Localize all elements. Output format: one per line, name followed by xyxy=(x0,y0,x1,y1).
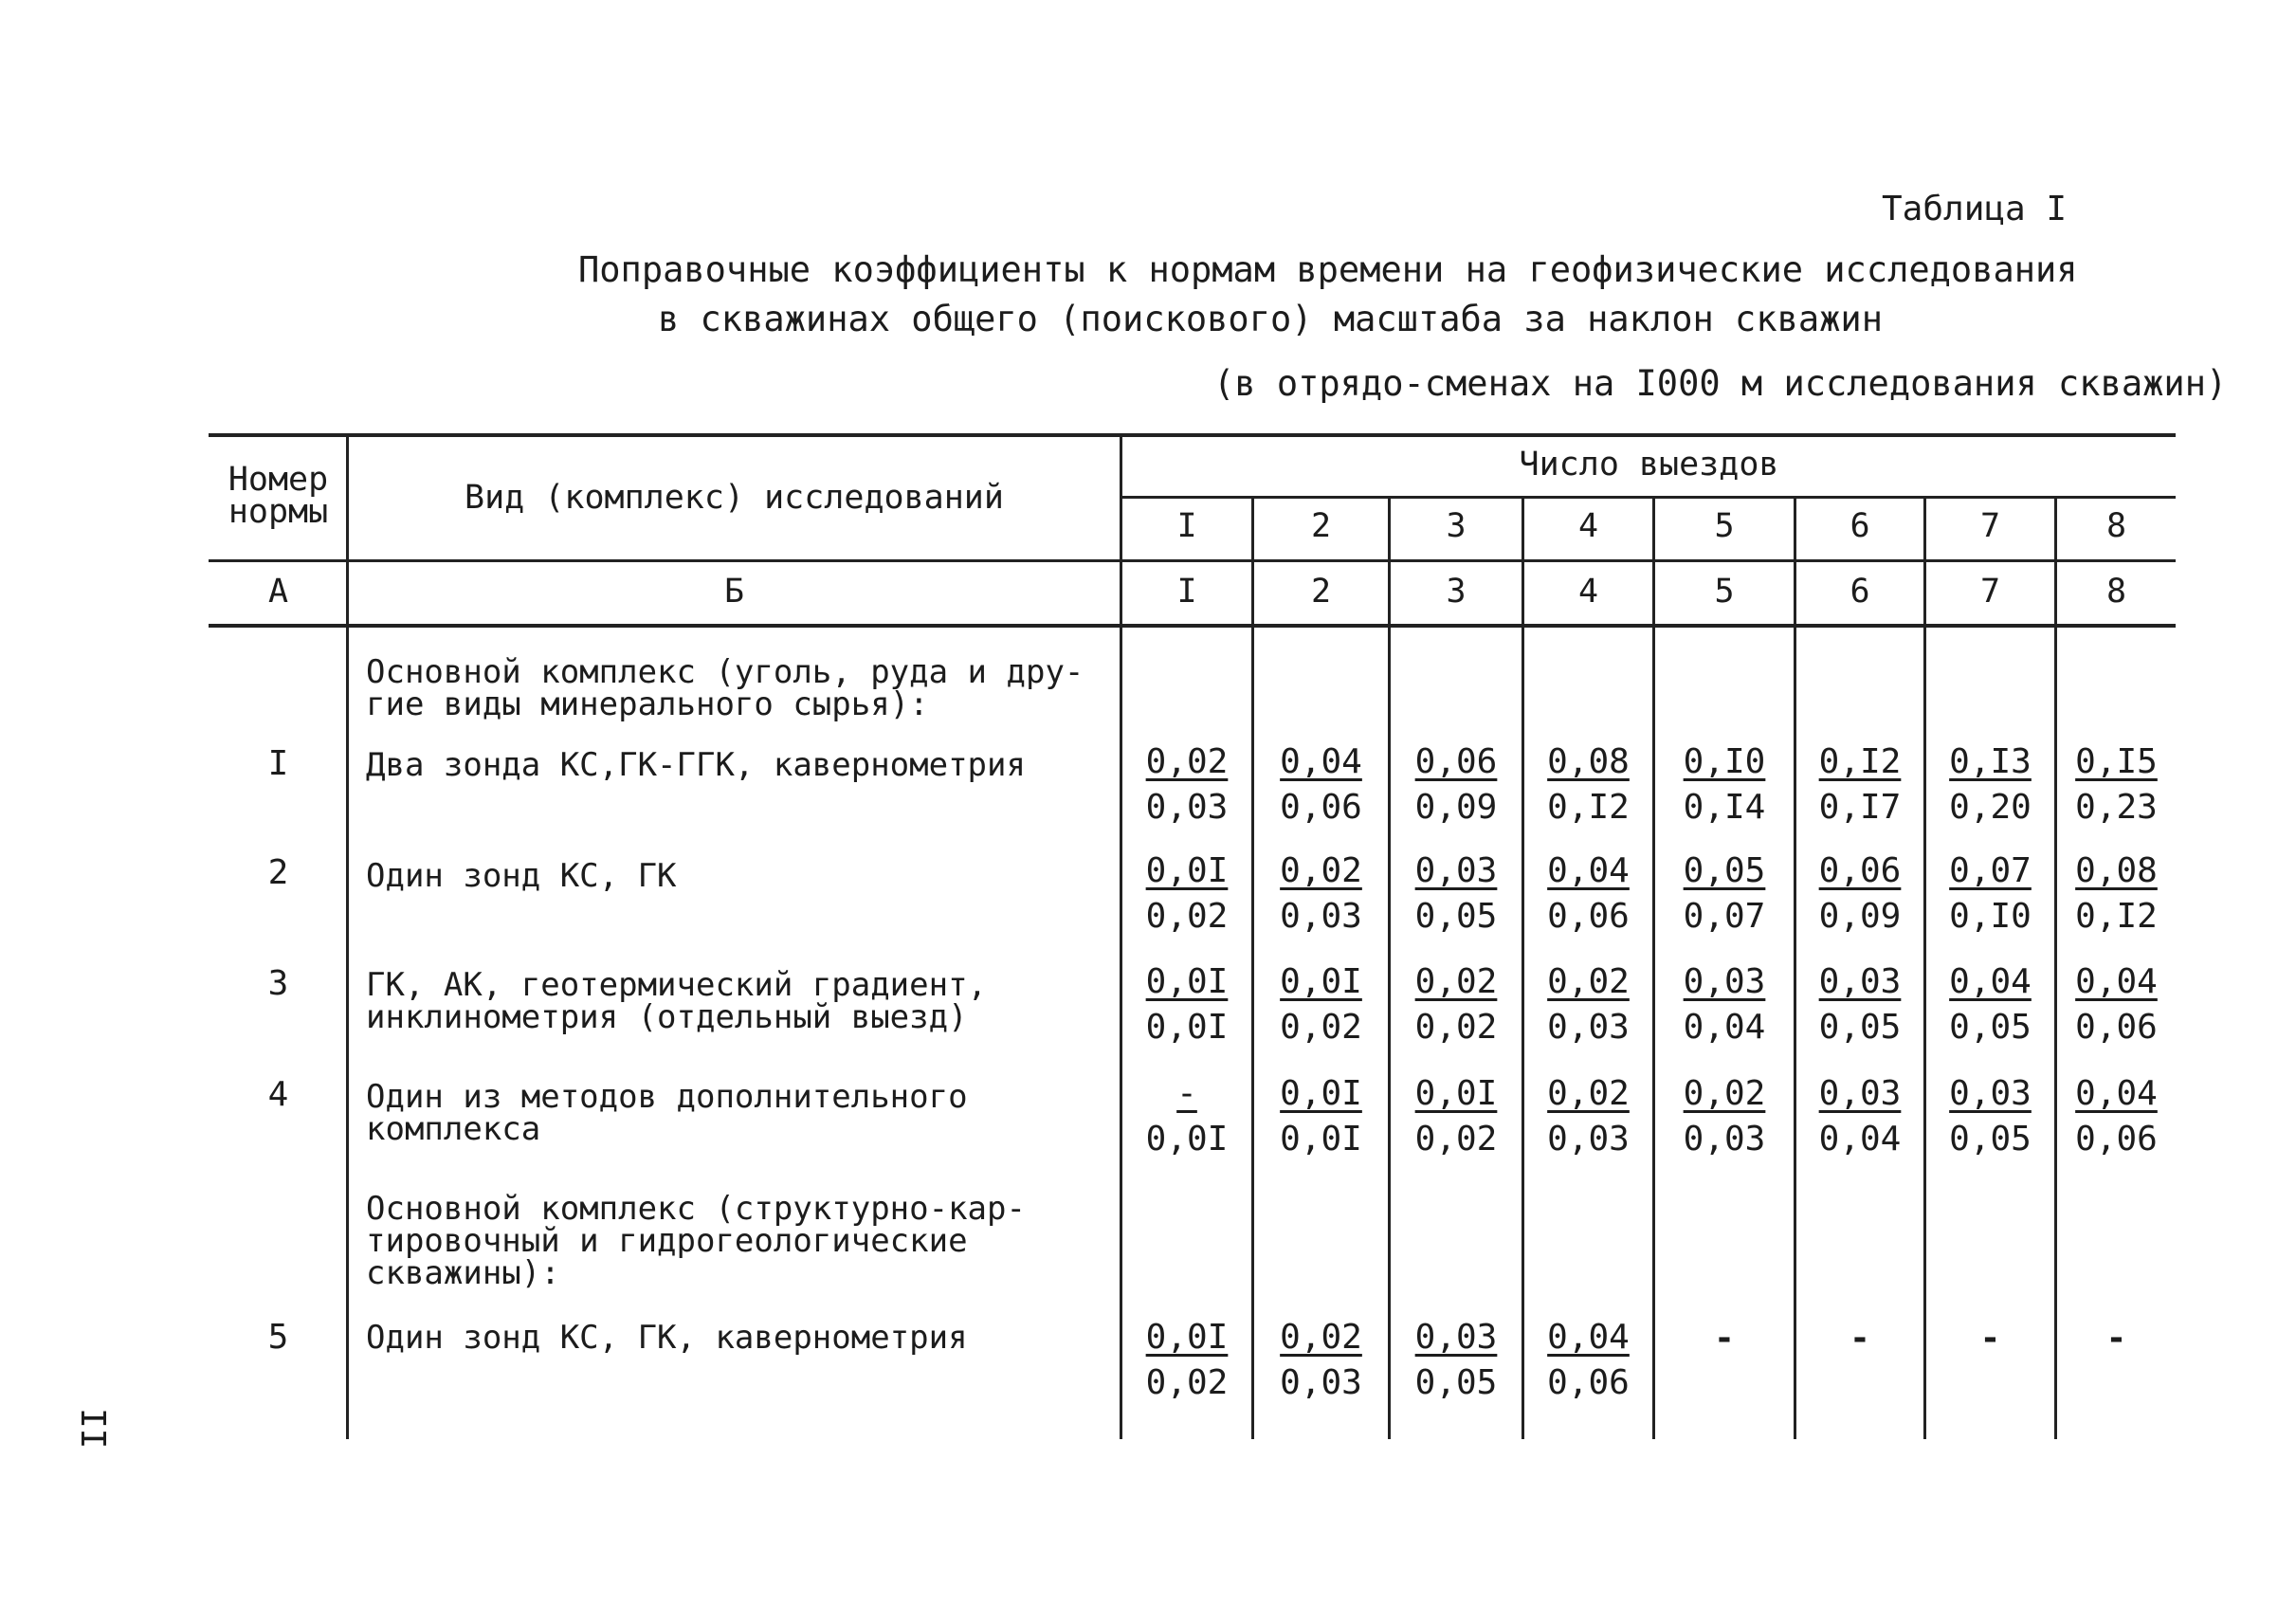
value-numerator: 0,I5 xyxy=(2075,742,2158,781)
value-numerator: 0,I3 xyxy=(1949,742,2032,781)
value-cell xyxy=(1796,1071,1923,1162)
value-cell xyxy=(1254,1315,1388,1406)
value-denominator: 0,06 xyxy=(1280,788,1362,827)
value-cell xyxy=(1926,959,2054,1050)
trip-col-1: I xyxy=(1176,507,1197,545)
value-denominator: 0,05 xyxy=(1949,1008,2032,1047)
value-denominator: 0,23 xyxy=(2075,788,2158,827)
value-cell xyxy=(1524,959,1652,1050)
value-cell xyxy=(2057,739,2176,830)
value-denominator: 0,09 xyxy=(1818,897,1902,936)
index-col-1: I xyxy=(1176,573,1197,611)
value-denominator: 0,05 xyxy=(1818,1008,1902,1047)
index-a: А xyxy=(267,573,289,611)
section-title-line: гие виды минерального сырья): xyxy=(366,685,929,723)
value-cell xyxy=(1122,848,1251,940)
table-top-rule xyxy=(209,433,2176,437)
value-numerator: 0,04 xyxy=(1547,1318,1630,1357)
section-title-line: Основной комплекс (структурно-кар- xyxy=(366,1190,1026,1228)
value-cell xyxy=(1391,739,1522,830)
value-numerator: 0,08 xyxy=(2075,851,2158,890)
value-denominator: 0,02 xyxy=(1145,897,1229,936)
value-numerator: 0,05 xyxy=(1683,851,1766,890)
value-cell xyxy=(1655,1071,1794,1162)
trip-col-4: 4 xyxy=(1577,507,1599,545)
value-cell xyxy=(1122,959,1251,1050)
page-number: II xyxy=(73,1408,112,1450)
row-description-line: Один из методов дополнительного xyxy=(366,1078,968,1116)
value-numerator: 0,I0 xyxy=(1683,742,1766,781)
trip-col-2: 2 xyxy=(1310,507,1332,545)
value-numerator: 0,0I xyxy=(1145,851,1229,890)
value-cell-empty: - xyxy=(1714,1319,1735,1358)
value-denominator: 0,02 xyxy=(1280,1008,1362,1047)
value-cell xyxy=(1122,739,1251,830)
value-cell xyxy=(1122,1071,1251,1162)
value-denominator: 0,I4 xyxy=(1683,788,1766,827)
value-cell xyxy=(2057,1071,2176,1162)
value-numerator: 0,02 xyxy=(1280,1318,1362,1357)
value-cell xyxy=(1655,959,1794,1050)
value-denominator: 0,02 xyxy=(1414,1120,1498,1159)
row-description-line: комплекса xyxy=(366,1110,541,1148)
row-description-line: Один зонд КС, ГК, кавернометрия xyxy=(366,1319,968,1357)
section-title-line: тировочный и гидрогеологические xyxy=(366,1222,968,1260)
value-cell xyxy=(1391,959,1522,1050)
row-number: I xyxy=(267,744,289,783)
row-number: 4 xyxy=(267,1075,289,1114)
index-col-3: 3 xyxy=(1446,573,1467,611)
value-denominator: 0,05 xyxy=(1414,1363,1498,1402)
index-col-6: 6 xyxy=(1850,573,1870,611)
value-numerator: 0,03 xyxy=(1949,1074,2032,1113)
index-col-8: 8 xyxy=(2105,573,2127,611)
value-numerator: 0,02 xyxy=(1547,1074,1630,1113)
value-cell xyxy=(1926,848,2054,940)
value-numerator: 0,0I xyxy=(1414,1074,1498,1113)
value-denominator: 0,06 xyxy=(2075,1008,2158,1047)
header-kind: Вид (комплекс) исследований xyxy=(465,479,1004,517)
value-cell-empty: - xyxy=(1979,1319,2001,1358)
value-denominator: 0,04 xyxy=(1818,1120,1902,1159)
value-denominator: 0,06 xyxy=(1547,1363,1630,1402)
table-title-line-2: в скважинах общего (поискового) масштаба за наклон скважин xyxy=(657,299,1883,339)
value-denominator: 0,02 xyxy=(1414,1008,1498,1047)
value-denominator: 0,07 xyxy=(1683,897,1766,936)
value-denominator: 0,0I xyxy=(1145,1008,1229,1047)
value-numerator: 0,02 xyxy=(1683,1074,1766,1113)
value-numerator: 0,06 xyxy=(1818,851,1902,890)
value-numerator: 0,02 xyxy=(1280,851,1362,890)
value-cell xyxy=(1796,739,1923,830)
value-denominator: 0,0I xyxy=(1145,1120,1229,1159)
row-description-line: Один зонд КС, ГК xyxy=(366,857,677,895)
value-numerator: 0,04 xyxy=(2075,962,2158,1001)
index-b: Б xyxy=(723,573,745,611)
value-denominator: 0,04 xyxy=(1683,1008,1766,1047)
value-numerator: 0,03 xyxy=(1818,962,1902,1001)
trip-col-7: 7 xyxy=(1979,507,2001,545)
value-denominator: 0,09 xyxy=(1414,788,1498,827)
value-denominator: 0,03 xyxy=(1547,1120,1630,1159)
value-numerator: 0,02 xyxy=(1547,962,1630,1001)
value-cell xyxy=(1254,739,1388,830)
value-denominator: 0,05 xyxy=(1414,897,1498,936)
value-denominator: 0,I2 xyxy=(1547,788,1630,827)
value-cell xyxy=(1926,739,2054,830)
trips-header-rule xyxy=(1121,496,2176,499)
value-cell xyxy=(1524,739,1652,830)
value-numerator: - xyxy=(1176,1074,1197,1113)
value-denominator: 0,0I xyxy=(1280,1120,1362,1159)
index-row-bottom-rule xyxy=(209,624,2176,628)
value-cell xyxy=(1254,848,1388,940)
value-numerator: 0,08 xyxy=(1547,742,1630,781)
value-numerator: 0,02 xyxy=(1414,962,1498,1001)
trip-col-8: 8 xyxy=(2105,507,2127,545)
value-denominator: 0,03 xyxy=(1280,1363,1362,1402)
value-numerator: 0,0I xyxy=(1145,962,1229,1001)
value-denominator: 0,03 xyxy=(1547,1008,1630,1047)
value-cell-empty: - xyxy=(2105,1319,2127,1358)
value-denominator: 0,06 xyxy=(1547,897,1630,936)
index-col-4: 4 xyxy=(1577,573,1599,611)
row-description-line: ГК, АК, геотермический градиент, xyxy=(366,966,988,1004)
value-cell xyxy=(1524,848,1652,940)
row-description-line: инклинометрия (отдельный выезд) xyxy=(366,998,968,1036)
value-cell xyxy=(2057,848,2176,940)
value-denominator: 0,06 xyxy=(2075,1120,2158,1159)
value-cell xyxy=(1391,1315,1522,1406)
value-cell xyxy=(1796,848,1923,940)
header-bottom-rule xyxy=(209,559,2176,562)
row-description-line: Два зонда КС,ГК-ГГК, кавернометрия xyxy=(366,746,1026,784)
value-cell xyxy=(1254,959,1388,1050)
value-numerator: 0,04 xyxy=(1547,851,1630,890)
value-cell xyxy=(1122,1315,1251,1406)
trip-col-6: 6 xyxy=(1850,507,1870,545)
units-note: (в отрядо-сменах на I000 м исследования скважин) xyxy=(1213,363,2228,404)
value-cell xyxy=(1524,1315,1652,1406)
index-col-5: 5 xyxy=(1714,573,1735,611)
value-denominator: 0,03 xyxy=(1280,897,1362,936)
value-denominator: 0,I0 xyxy=(1949,897,2032,936)
value-cell xyxy=(1796,959,1923,1050)
header-trips: Число выездов xyxy=(1519,446,1779,484)
row-number: 3 xyxy=(267,964,289,1003)
value-denominator: 0,I2 xyxy=(2075,897,2158,936)
row-number: 5 xyxy=(267,1318,289,1357)
trip-col-3: 3 xyxy=(1446,507,1467,545)
value-denominator: 0,03 xyxy=(1145,788,1229,827)
value-cell xyxy=(1254,1071,1388,1162)
value-numerator: 0,03 xyxy=(1818,1074,1902,1113)
table-title-line-1: Поправочные коэффициенты к нормам времени на геофизические исследования xyxy=(578,249,2078,290)
value-numerator: 0,03 xyxy=(1414,851,1498,890)
section-title-line: скважины): xyxy=(366,1254,560,1292)
value-numerator: 0,04 xyxy=(2075,1074,2158,1113)
value-cell xyxy=(2057,959,2176,1050)
value-cell xyxy=(1655,739,1794,830)
value-denominator: 0,02 xyxy=(1145,1363,1229,1402)
header-norm-number-line2: нормы xyxy=(228,493,329,531)
index-col-7: 7 xyxy=(1979,573,2001,611)
value-numerator: 0,07 xyxy=(1949,851,2032,890)
index-col-2: 2 xyxy=(1310,573,1332,611)
value-denominator: 0,05 xyxy=(1949,1120,2032,1159)
row-number: 2 xyxy=(267,853,289,892)
value-numerator: 0,03 xyxy=(1683,962,1766,1001)
value-numerator: 0,I2 xyxy=(1818,742,1902,781)
table-label: Таблица I xyxy=(1882,190,2068,228)
value-cell xyxy=(1391,848,1522,940)
header-norm-number-line1: Номер xyxy=(228,461,329,499)
value-numerator: 0,0I xyxy=(1145,1318,1229,1357)
value-numerator: 0,03 xyxy=(1414,1318,1498,1357)
value-denominator: 0,03 xyxy=(1683,1120,1766,1159)
value-numerator: 0,0I xyxy=(1280,1074,1362,1113)
value-denominator: 0,20 xyxy=(1949,788,2032,827)
value-numerator: 0,02 xyxy=(1145,742,1229,781)
value-numerator: 0,0I xyxy=(1280,962,1362,1001)
value-numerator: 0,06 xyxy=(1414,742,1498,781)
section-title-line: Основной комплекс (уголь, руда и дру- xyxy=(366,653,1084,691)
value-cell xyxy=(1655,848,1794,940)
value-cell xyxy=(1391,1071,1522,1162)
value-cell-empty: - xyxy=(1850,1319,1870,1358)
value-numerator: 0,04 xyxy=(1280,742,1362,781)
value-denominator: 0,I7 xyxy=(1818,788,1902,827)
trip-col-5: 5 xyxy=(1714,507,1735,545)
value-cell xyxy=(1926,1071,2054,1162)
value-cell xyxy=(1524,1071,1652,1162)
value-numerator: 0,04 xyxy=(1949,962,2032,1001)
